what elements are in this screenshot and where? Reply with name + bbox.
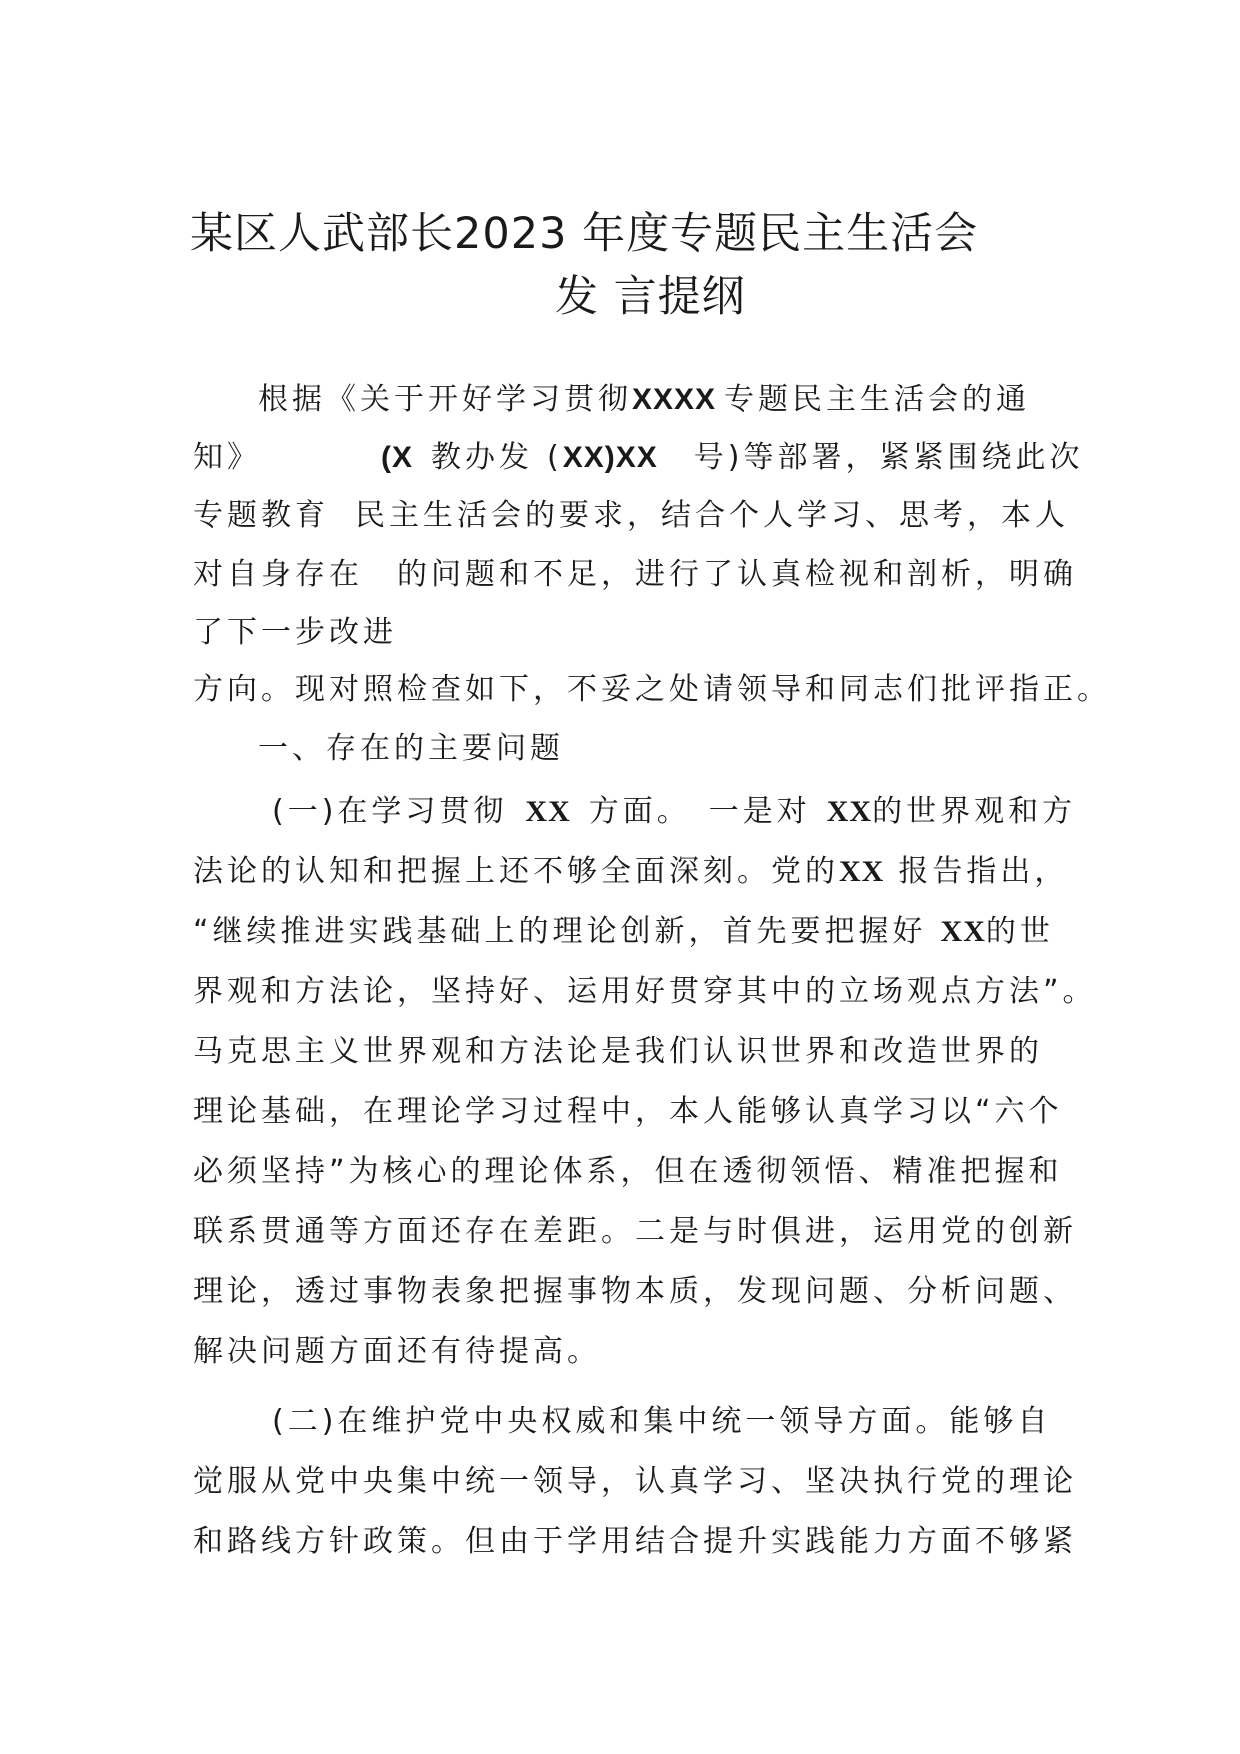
paragraph-3-line-3: 和路线方针政策。但由于学用结合提升实践能力方面不够紧 bbox=[193, 1524, 1077, 1559]
paragraph-1-line-2: 知》 (X 教办发 (XX)XX 号)等部署，紧紧围绕此次 bbox=[193, 440, 1084, 475]
paragraph-2-line-1: (一)在学习贯彻 XX 方面。 一是对 XX的世界观和方 bbox=[272, 794, 1077, 829]
document-title-line1: 某区人武部长2023 年度专题民主生活会 bbox=[190, 209, 979, 259]
paragraph-2-line-10: 解决问题方面还有待提高。 bbox=[193, 1334, 601, 1369]
paragraph-1-line-3: 专题教育 民主生活会的要求，结合个人学习、思考，本人 bbox=[193, 498, 1069, 533]
paragraph-1-line-6: 方向。现对照检查如下，不妥之处请领导和同志们批评指正。 bbox=[193, 672, 1111, 707]
paragraph-1-line-1: 根据《关于开好学习贯彻XXXX 专题民主生活会的通 bbox=[258, 382, 1031, 417]
section-heading-1: 一、存在的主要问题 bbox=[258, 731, 564, 766]
paragraph-2-line-3: “继续推进实践基础上的理论创新，首先要把握好 XX的世 bbox=[193, 914, 1054, 949]
paragraph-2-line-2: 法论的认知和把握上还不够全面深刻。党的XX 报告指出， bbox=[193, 854, 1069, 889]
paragraph-3-line-1: (二)在维护党中央权威和集中统一领导方面。能够自 bbox=[272, 1404, 1052, 1439]
paragraph-2-line-5: 马克思主义世界观和方法论是我们认识世界和改造世界的 bbox=[193, 1034, 1043, 1069]
paragraph-2-line-4: 界观和方法论，坚持好、运用好贯穿其中的立场观点方法”。 bbox=[193, 974, 1097, 1009]
paragraph-3-line-2: 觉服从党中央集中统一领导，认真学习、坚决执行党的理论 bbox=[193, 1464, 1077, 1499]
document-title-line2: 发 言提纲 bbox=[555, 272, 746, 322]
paragraph-2-line-7: 必须坚持”为核心的理论体系，但在透彻领悟、精准把握和 bbox=[193, 1154, 1063, 1189]
paragraph-2-line-9: 理论，透过事物表象把握事物本质，发现问题、分析问题、 bbox=[193, 1274, 1077, 1309]
paragraph-1-line-4: 对自身存在 的问题和不足，进行了认真检视和剖析，明确 bbox=[193, 557, 1077, 592]
paragraph-2-line-6: 理论基础，在理论学习过程中，本人能够认真学习以“六个 bbox=[193, 1094, 1063, 1129]
paragraph-1-line-5: 了下一步改进 bbox=[193, 615, 397, 650]
paragraph-2-line-8: 联系贯通等方面还存在差距。二是与时俱进，运用党的创新 bbox=[193, 1214, 1077, 1249]
